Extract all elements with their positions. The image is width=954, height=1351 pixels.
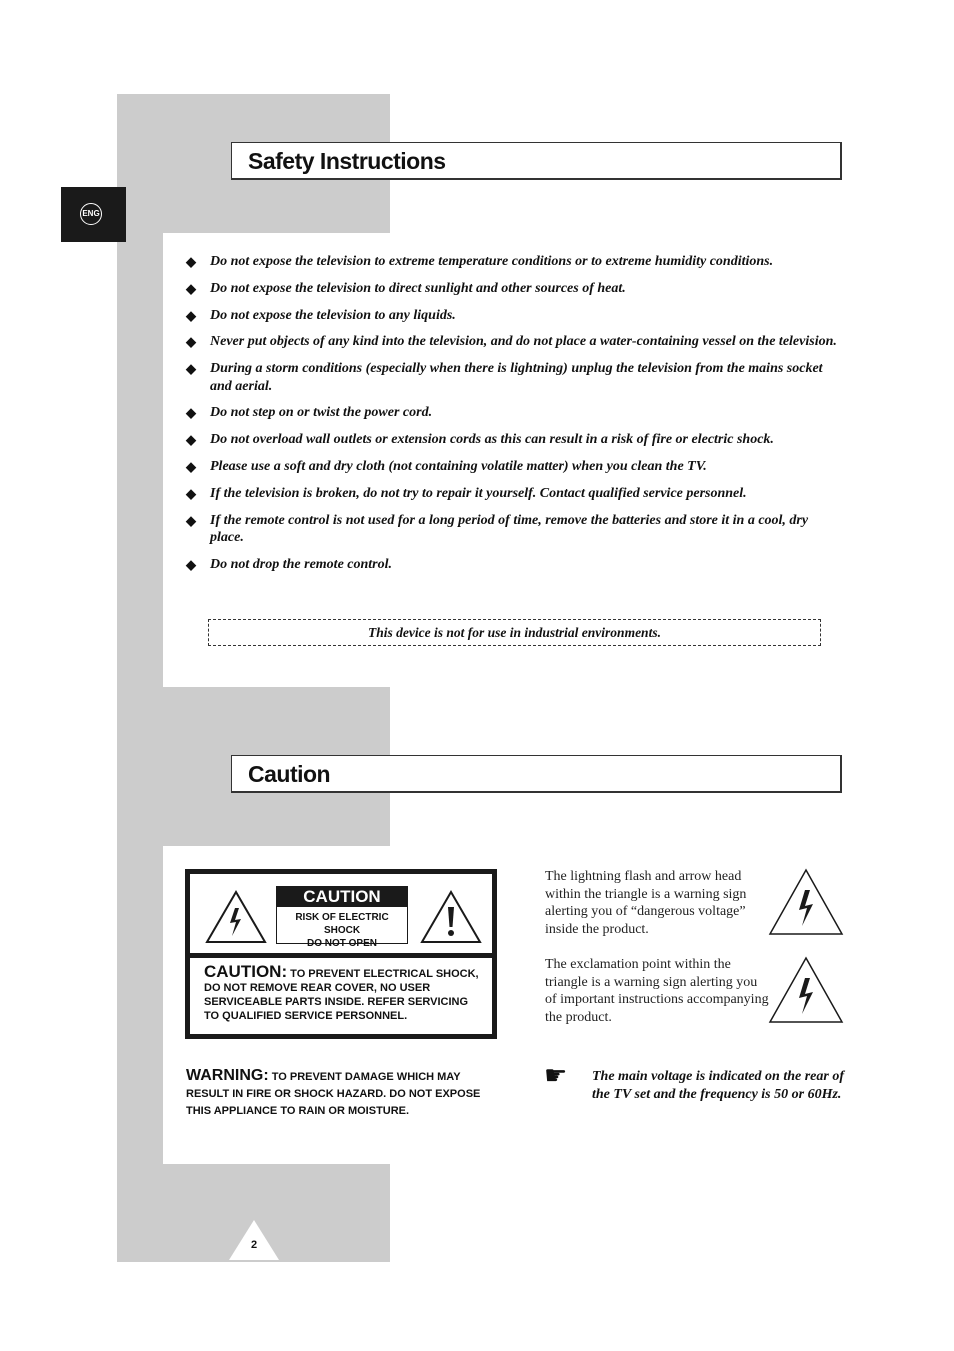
- language-tab: [61, 187, 126, 242]
- diamond-bullet-icon: ◆: [186, 280, 196, 296]
- list-item: ◆ Never put objects of any kind into the television, and do not place a water-containing vessel on the television.: [186, 334, 837, 350]
- list-item: ◆ Do not drop the remote control.: [186, 556, 393, 572]
- diamond-bullet-icon: ◆: [186, 254, 196, 269]
- caution-sign-text: RISK OF ELECTRIC SHOCK DO NOT OPEN: [295, 912, 389, 949]
- caution-divider: [190, 953, 492, 958]
- safety-heading-box: [231, 142, 842, 180]
- list-item: ◆ Do not expose the television to any liquids.: [186, 307, 456, 323]
- page-number: 2: [250, 1239, 258, 1251]
- diamond-bullet-icon: ◆: [186, 556, 196, 572]
- list-item: ◆ During a storm conditions (especially when there is lightning) unplug the television from the mains socket and aerial.: [186, 361, 823, 394]
- list-item: ◆ If the remote control is not used for a long period of time, remove the batteries and store it in a cool, dry place.: [186, 512, 809, 546]
- caution-body: CAUTION: TO PREVENT ELECTRICAL SHOCK, DO NOT REMOVE REAR COVER, NO USER SERVICEABLE PARTS INSIDE. REFER SERVICING TO QUALIFIED SERVICE PERSONNEL.: [204, 962, 479, 1022]
- list-item: ◆ If the television is broken, do not try to repair it yourself. Contact qualified service personnel.: [186, 485, 747, 501]
- list-item: ◆ Do not overload wall outlets or extension cords as this can result in a risk of fire or electric shock.: [186, 432, 774, 448]
- diamond-bullet-icon: ◆: [186, 334, 196, 350]
- diamond-bullet-icon: ◆: [186, 459, 196, 475]
- caution-heading-box: [231, 755, 842, 793]
- pointing-hand-icon: ☛: [544, 1060, 568, 1090]
- industrial-notice: This device is not for use in industrial environments.: [208, 619, 821, 646]
- lightning-triangle-icon: [204, 889, 268, 945]
- diamond-bullet-icon: ◆: [186, 361, 196, 377]
- exclamation-description: The exclamation point within the triangle is a warning sign alerting you of important instructions accompanying the product.: [545, 957, 769, 1025]
- warning-text: WARNING: TO PREVENT DAMAGE WHICH MAY RESULT IN FIRE OR SHOCK HAZARD. DO NOT EXPOSE THIS APPLIANCE TO RAIN OR MOISTURE.: [186, 1067, 481, 1117]
- caution-sign: [276, 886, 408, 949]
- exclamation-triangle-icon: [419, 889, 483, 945]
- language-badge: ENG: [80, 203, 102, 225]
- lightning-triangle-icon: [768, 868, 844, 936]
- page-number-marker: [229, 1220, 279, 1260]
- caution-label: [185, 869, 497, 1039]
- safety-list: [186, 253, 841, 583]
- list-item: ◆ Do not expose the television to direct sunlight and other sources of heat.: [186, 280, 626, 296]
- diamond-bullet-icon: ◆: [186, 307, 196, 323]
- lightning-description: The lightning flash and arrow head within the triangle is a warning sign alerting you of “dangerous voltage” inside the product.: [545, 869, 747, 937]
- list-item: ◆ Please use a soft and dry cloth (not containing volatile matter) when you clean the TV.: [186, 459, 707, 475]
- diamond-bullet-icon: ◆: [186, 432, 196, 448]
- lightning-triangle-icon: [768, 956, 844, 1024]
- voltage-note: The main voltage is indicated on the rear of the TV set and the frequency is 50 or 60Hz.: [592, 1069, 844, 1102]
- caution-heading: Caution: [248, 761, 331, 787]
- safety-heading: Safety Instructions: [248, 148, 446, 174]
- diamond-bullet-icon: ◆: [186, 512, 196, 528]
- diamond-bullet-icon: ◆: [186, 485, 196, 501]
- list-item: ◆ Do not step on or twist the power cord.: [186, 405, 433, 421]
- list-item: ◆ Do not expose the television to extreme temperature conditions or to extreme humidity conditions.: [186, 254, 774, 269]
- diamond-bullet-icon: ◆: [186, 405, 196, 421]
- caution-sign-title: CAUTION: [277, 887, 407, 907]
